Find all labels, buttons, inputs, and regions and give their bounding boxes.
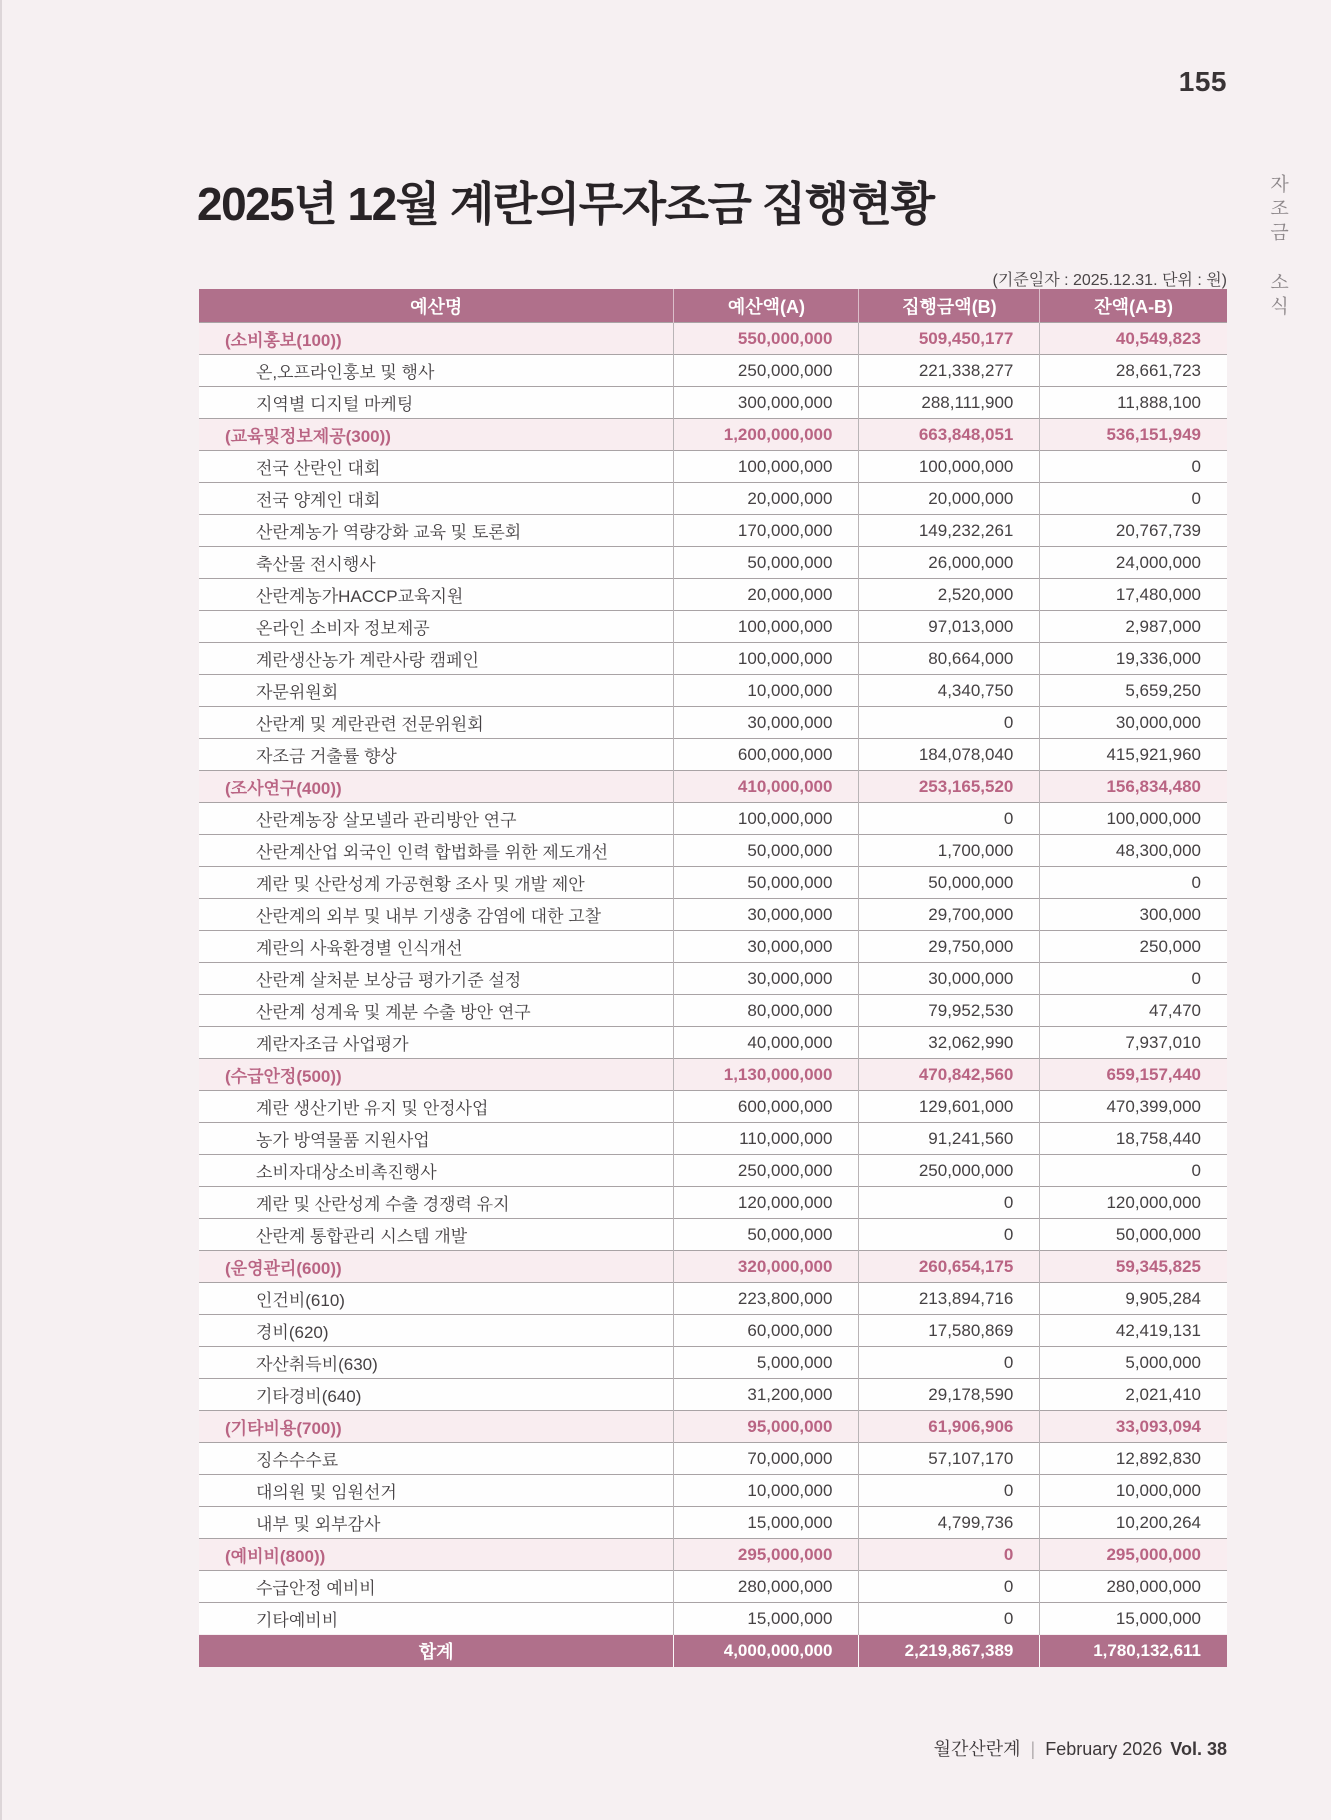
- item-row: [199, 643, 1227, 675]
- table-body: [199, 323, 1227, 1635]
- balance-cell: 0: [1040, 451, 1227, 483]
- budget-amount-cell: 30,000,000: [674, 963, 859, 995]
- budget-name-cell: 계란의 사육환경별 인식개선: [199, 931, 674, 963]
- spent-amount-cell: 26,000,000: [859, 547, 1040, 579]
- category-row: [199, 1251, 1227, 1283]
- budget-name-cell: 경비(620): [199, 1315, 674, 1347]
- budget-amount-cell: 50,000,000: [674, 835, 859, 867]
- balance-cell: 415,921,960: [1040, 739, 1227, 771]
- category-row: [199, 419, 1227, 451]
- category-row: [199, 771, 1227, 803]
- budget-name-cell: (조사연구(400)): [199, 771, 674, 803]
- category-row: [199, 1411, 1227, 1443]
- balance-cell: 0: [1040, 963, 1227, 995]
- balance-cell: 300,000: [1040, 899, 1227, 931]
- balance-cell: 15,000,000: [1040, 1603, 1227, 1635]
- budget-amount-cell: 70,000,000: [674, 1443, 859, 1475]
- budget-name-cell: 계란 및 산란성계 가공현황 조사 및 개발 제안: [199, 867, 674, 899]
- item-row: [199, 515, 1227, 547]
- budget-amount-cell: 550,000,000: [674, 323, 859, 355]
- balance-cell: 5,659,250: [1040, 675, 1227, 707]
- budget-amount-cell: 15,000,000: [674, 1507, 859, 1539]
- budget-name-cell: 전국 산란인 대회: [199, 451, 674, 483]
- budget-amount-cell: 110,000,000: [674, 1123, 859, 1155]
- item-row: [199, 1155, 1227, 1187]
- total-budget-cell: 4,000,000,000: [674, 1635, 859, 1667]
- budget-name-cell: 수급안정 예비비: [199, 1571, 674, 1603]
- balance-cell: 50,000,000: [1040, 1219, 1227, 1251]
- footer-issue: February 2026: [1045, 1739, 1163, 1759]
- footer-magazine-name: 월간산란계: [933, 1739, 1021, 1759]
- item-row: [199, 1123, 1227, 1155]
- side-vertical-label: 자조금 소식: [1267, 174, 1288, 320]
- balance-cell: 2,987,000: [1040, 611, 1227, 643]
- balance-cell: 7,937,010: [1040, 1027, 1227, 1059]
- spent-amount-cell: 470,842,560: [859, 1059, 1040, 1091]
- budget-name-cell: 산란계 성계육 및 계분 수출 방안 연구: [199, 995, 674, 1027]
- budget-amount-cell: 31,200,000: [674, 1379, 859, 1411]
- balance-cell: 24,000,000: [1040, 547, 1227, 579]
- item-row: [199, 483, 1227, 515]
- spent-amount-cell: 260,654,175: [859, 1251, 1040, 1283]
- total-label-cell: 합계: [199, 1635, 674, 1667]
- balance-cell: 120,000,000: [1040, 1187, 1227, 1219]
- budget-name-cell: 산란계 통합관리 시스템 개발: [199, 1219, 674, 1251]
- budget-name-cell: 산란계 살처분 보상금 평가기준 설정: [199, 963, 674, 995]
- footer-volume: Vol. 38: [1170, 1739, 1227, 1759]
- spent-amount-cell: 250,000,000: [859, 1155, 1040, 1187]
- budget-name-cell: 기타경비(640): [199, 1379, 674, 1411]
- page-number: 155: [1178, 66, 1227, 97]
- spent-amount-cell: 97,013,000: [859, 611, 1040, 643]
- balance-cell: 20,767,739: [1040, 515, 1227, 547]
- balance-cell: 10,000,000: [1040, 1475, 1227, 1507]
- budget-name-cell: 계란생산농가 계란사랑 캠페인: [199, 643, 674, 675]
- balance-cell: 40,549,823: [1040, 323, 1227, 355]
- budget-name-cell: 산란계산업 외국인 인력 합법화를 위한 제도개선: [199, 835, 674, 867]
- spent-amount-cell: 61,906,906: [859, 1411, 1040, 1443]
- budget-name-cell: (예비비(800)): [199, 1539, 674, 1571]
- category-row: [199, 1539, 1227, 1571]
- budget-name-cell: 축산물 전시행사: [199, 547, 674, 579]
- budget-amount-cell: 600,000,000: [674, 739, 859, 771]
- budget-amount-cell: 50,000,000: [674, 547, 859, 579]
- spent-amount-cell: 4,799,736: [859, 1507, 1040, 1539]
- budget-amount-cell: 95,000,000: [674, 1411, 859, 1443]
- budget-name-cell: (소비홍보(100)): [199, 323, 674, 355]
- balance-cell: 59,345,825: [1040, 1251, 1227, 1283]
- budget-table: [199, 289, 1227, 1667]
- spent-amount-cell: 0: [859, 1475, 1040, 1507]
- total-row: [199, 1635, 1227, 1667]
- budget-amount-cell: 295,000,000: [674, 1539, 859, 1571]
- item-row: [199, 611, 1227, 643]
- balance-cell: 10,200,264: [1040, 1507, 1227, 1539]
- category-row: [199, 1059, 1227, 1091]
- item-row: [199, 675, 1227, 707]
- spent-amount-cell: 4,340,750: [859, 675, 1040, 707]
- budget-name-cell: 계란 생산기반 유지 및 안정사업: [199, 1091, 674, 1123]
- budget-name-cell: 자조금 거출률 향상: [199, 739, 674, 771]
- balance-cell: 33,093,094: [1040, 1411, 1227, 1443]
- budget-name-cell: 산란계의 외부 및 내부 기생충 감염에 대한 고찰: [199, 899, 674, 931]
- item-row: [199, 387, 1227, 419]
- page-footer: [934, 1735, 1227, 1761]
- budget-amount-cell: 40,000,000: [674, 1027, 859, 1059]
- item-row: [199, 579, 1227, 611]
- budget-amount-cell: 50,000,000: [674, 867, 859, 899]
- budget-name-cell: (수급안정(500)): [199, 1059, 674, 1091]
- balance-cell: 156,834,480: [1040, 771, 1227, 803]
- item-row: [199, 451, 1227, 483]
- budget-amount-cell: 5,000,000: [674, 1347, 859, 1379]
- spent-amount-cell: 509,450,177: [859, 323, 1040, 355]
- budget-name-cell: 온,오프라인홍보 및 행사: [199, 355, 674, 387]
- item-row: [199, 355, 1227, 387]
- budget-name-cell: 농가 방역물품 지원사업: [199, 1123, 674, 1155]
- balance-cell: 28,661,723: [1040, 355, 1227, 387]
- budget-name-cell: (운영관리(600)): [199, 1251, 674, 1283]
- balance-cell: 470,399,000: [1040, 1091, 1227, 1123]
- budget-name-cell: 산란계농가 역량강화 교육 및 토론회: [199, 515, 674, 547]
- spent-amount-cell: 80,664,000: [859, 643, 1040, 675]
- item-row: [199, 1315, 1227, 1347]
- footer-separator: |: [1030, 1739, 1036, 1759]
- spent-amount-cell: 0: [859, 803, 1040, 835]
- budget-amount-cell: 280,000,000: [674, 1571, 859, 1603]
- balance-cell: 18,758,440: [1040, 1123, 1227, 1155]
- col-header-budget-name: 예산명: [199, 289, 674, 323]
- item-row: [199, 899, 1227, 931]
- item-row: [199, 835, 1227, 867]
- budget-amount-cell: 20,000,000: [674, 483, 859, 515]
- budget-amount-cell: 30,000,000: [674, 931, 859, 963]
- budget-amount-cell: 15,000,000: [674, 1603, 859, 1635]
- budget-amount-cell: 170,000,000: [674, 515, 859, 547]
- total-spent-cell: 2,219,867,389: [859, 1635, 1040, 1667]
- category-row: [199, 323, 1227, 355]
- item-row: [199, 1571, 1227, 1603]
- spent-amount-cell: 29,178,590: [859, 1379, 1040, 1411]
- spent-amount-cell: 663,848,051: [859, 419, 1040, 451]
- item-row: [199, 963, 1227, 995]
- balance-cell: 100,000,000: [1040, 803, 1227, 835]
- budget-amount-cell: 20,000,000: [674, 579, 859, 611]
- spent-amount-cell: 213,894,716: [859, 1283, 1040, 1315]
- budget-amount-cell: 100,000,000: [674, 803, 859, 835]
- budget-amount-cell: 100,000,000: [674, 611, 859, 643]
- item-row: [199, 547, 1227, 579]
- balance-cell: 2,021,410: [1040, 1379, 1227, 1411]
- item-row: [199, 1347, 1227, 1379]
- budget-name-cell: 대의원 및 임원선거: [199, 1475, 674, 1507]
- budget-name-cell: 기타예비비: [199, 1603, 674, 1635]
- spent-amount-cell: 0: [859, 1347, 1040, 1379]
- balance-cell: 42,419,131: [1040, 1315, 1227, 1347]
- balance-cell: 30,000,000: [1040, 707, 1227, 739]
- budget-name-cell: 계란자조금 사업평가: [199, 1027, 674, 1059]
- budget-name-cell: (기타비용(700)): [199, 1411, 674, 1443]
- item-row: [199, 803, 1227, 835]
- balance-cell: 659,157,440: [1040, 1059, 1227, 1091]
- budget-amount-cell: 100,000,000: [674, 451, 859, 483]
- item-row: [199, 1283, 1227, 1315]
- spent-amount-cell: 1,700,000: [859, 835, 1040, 867]
- budget-name-cell: 자산취득비(630): [199, 1347, 674, 1379]
- budget-amount-cell: 30,000,000: [674, 899, 859, 931]
- budget-name-cell: 온라인 소비자 정보제공: [199, 611, 674, 643]
- balance-cell: 0: [1040, 483, 1227, 515]
- col-header-budget-amount: 예산액(A): [674, 289, 859, 323]
- spent-amount-cell: 0: [859, 707, 1040, 739]
- balance-cell: 48,300,000: [1040, 835, 1227, 867]
- spent-amount-cell: 149,232,261: [859, 515, 1040, 547]
- budget-amount-cell: 1,200,000,000: [674, 419, 859, 451]
- spent-amount-cell: 0: [859, 1539, 1040, 1571]
- budget-name-cell: 인건비(610): [199, 1283, 674, 1315]
- item-row: [199, 1443, 1227, 1475]
- balance-cell: 19,336,000: [1040, 643, 1227, 675]
- spent-amount-cell: 288,111,900: [859, 387, 1040, 419]
- balance-cell: 295,000,000: [1040, 1539, 1227, 1571]
- budget-amount-cell: 1,130,000,000: [674, 1059, 859, 1091]
- spent-amount-cell: 30,000,000: [859, 963, 1040, 995]
- budget-name-cell: 지역별 디지털 마케팅: [199, 387, 674, 419]
- budget-name-cell: (교육및정보제공(300)): [199, 419, 674, 451]
- item-row: [199, 1603, 1227, 1635]
- spent-amount-cell: 0: [859, 1603, 1040, 1635]
- balance-cell: 280,000,000: [1040, 1571, 1227, 1603]
- item-row: [199, 1027, 1227, 1059]
- item-row: [199, 1091, 1227, 1123]
- budget-amount-cell: 100,000,000: [674, 643, 859, 675]
- budget-name-cell: 징수수수료: [199, 1443, 674, 1475]
- budget-amount-cell: 10,000,000: [674, 1475, 859, 1507]
- item-row: [199, 1187, 1227, 1219]
- budget-name-cell: 소비자대상소비촉진행사: [199, 1155, 674, 1187]
- page-title: 2025년 12월 계란의무자조금 집행현황: [197, 178, 934, 230]
- budget-amount-cell: 223,800,000: [674, 1283, 859, 1315]
- item-row: [199, 867, 1227, 899]
- item-row: [199, 995, 1227, 1027]
- spent-amount-cell: 2,520,000: [859, 579, 1040, 611]
- item-row: [199, 739, 1227, 771]
- spent-amount-cell: 0: [859, 1219, 1040, 1251]
- budget-amount-cell: 80,000,000: [674, 995, 859, 1027]
- balance-cell: 0: [1040, 1155, 1227, 1187]
- budget-amount-cell: 250,000,000: [674, 1155, 859, 1187]
- budget-name-cell: 내부 및 외부감사: [199, 1507, 674, 1539]
- budget-amount-cell: 120,000,000: [674, 1187, 859, 1219]
- spent-amount-cell: 253,165,520: [859, 771, 1040, 803]
- item-row: [199, 931, 1227, 963]
- item-row: [199, 707, 1227, 739]
- balance-cell: 11,888,100: [1040, 387, 1227, 419]
- balance-cell: 12,892,830: [1040, 1443, 1227, 1475]
- spent-amount-cell: 100,000,000: [859, 451, 1040, 483]
- budget-name-cell: 자문위원회: [199, 675, 674, 707]
- budget-amount-cell: 10,000,000: [674, 675, 859, 707]
- spent-amount-cell: 221,338,277: [859, 355, 1040, 387]
- budget-amount-cell: 50,000,000: [674, 1219, 859, 1251]
- balance-cell: 536,151,949: [1040, 419, 1227, 451]
- spent-amount-cell: 50,000,000: [859, 867, 1040, 899]
- spent-amount-cell: 0: [859, 1187, 1040, 1219]
- balance-cell: 0: [1040, 867, 1227, 899]
- budget-amount-cell: 30,000,000: [674, 707, 859, 739]
- spent-amount-cell: 184,078,040: [859, 739, 1040, 771]
- item-row: [199, 1475, 1227, 1507]
- total-balance-cell: 1,780,132,611: [1040, 1635, 1227, 1667]
- budget-name-cell: 산란계 및 계란관련 전문위원회: [199, 707, 674, 739]
- item-row: [199, 1507, 1227, 1539]
- budget-amount-cell: 600,000,000: [674, 1091, 859, 1123]
- spent-amount-cell: 29,700,000: [859, 899, 1040, 931]
- item-row: [199, 1219, 1227, 1251]
- spent-amount-cell: 129,601,000: [859, 1091, 1040, 1123]
- budget-name-cell: 전국 양계인 대회: [199, 483, 674, 515]
- basis-date-note: (기준일자 : 2025.12.31. 단위 : 원): [992, 272, 1227, 289]
- spent-amount-cell: 0: [859, 1571, 1040, 1603]
- col-header-spent-amount: 집행금액(B): [859, 289, 1040, 323]
- balance-cell: 250,000: [1040, 931, 1227, 963]
- balance-cell: 47,470: [1040, 995, 1227, 1027]
- spent-amount-cell: 17,580,869: [859, 1315, 1040, 1347]
- spent-amount-cell: 32,062,990: [859, 1027, 1040, 1059]
- balance-cell: 17,480,000: [1040, 579, 1227, 611]
- spent-amount-cell: 91,241,560: [859, 1123, 1040, 1155]
- budget-name-cell: 산란계농장 살모넬라 관리방안 연구: [199, 803, 674, 835]
- spent-amount-cell: 57,107,170: [859, 1443, 1040, 1475]
- budget-amount-cell: 320,000,000: [674, 1251, 859, 1283]
- item-row: [199, 1379, 1227, 1411]
- balance-cell: 9,905,284: [1040, 1283, 1227, 1315]
- budget-amount-cell: 60,000,000: [674, 1315, 859, 1347]
- col-header-balance: 잔액(A-B): [1040, 289, 1227, 323]
- budget-amount-cell: 250,000,000: [674, 355, 859, 387]
- spent-amount-cell: 29,750,000: [859, 931, 1040, 963]
- budget-name-cell: 산란계농가HACCP교육지원: [199, 579, 674, 611]
- spent-amount-cell: 79,952,530: [859, 995, 1040, 1027]
- budget-amount-cell: 410,000,000: [674, 771, 859, 803]
- table-header-row: [199, 289, 1227, 323]
- budget-name-cell: 계란 및 산란성계 수출 경쟁력 유지: [199, 1187, 674, 1219]
- budget-amount-cell: 300,000,000: [674, 387, 859, 419]
- spent-amount-cell: 20,000,000: [859, 483, 1040, 515]
- balance-cell: 5,000,000: [1040, 1347, 1227, 1379]
